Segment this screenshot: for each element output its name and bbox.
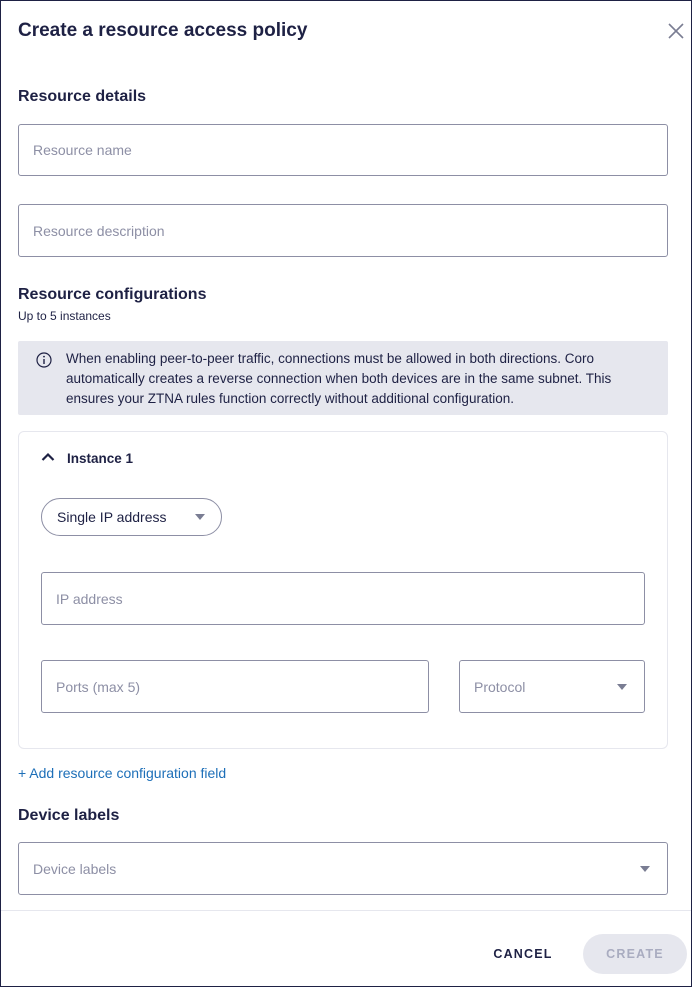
- protocol-select[interactable]: [459, 660, 645, 713]
- chevron-down-icon: [617, 684, 627, 690]
- device-labels-placeholder: Device labels: [33, 860, 117, 877]
- footer-divider: [1, 910, 691, 911]
- resource-name-input[interactable]: [19, 125, 667, 175]
- chevron-up-icon: [41, 449, 55, 467]
- close-icon[interactable]: [666, 21, 686, 41]
- dialog-title: Create a resource access policy: [18, 20, 308, 41]
- resource-name-field[interactable]: [18, 124, 668, 176]
- ip-type-select[interactable]: [41, 498, 222, 536]
- protocol-placeholder: Protocol: [474, 678, 526, 695]
- add-resource-configuration-link[interactable]: + Add resource configuration field: [18, 765, 227, 781]
- resource-configurations-heading: Resource configurations: [18, 286, 207, 303]
- ip-address-input[interactable]: [42, 573, 644, 624]
- cancel-button[interactable]: CANCEL: [493, 947, 553, 961]
- instance-label: Instance 1: [67, 450, 134, 466]
- device-labels-heading: Device labels: [18, 807, 120, 824]
- info-text: When enabling peer-to-peer traffic, connections must be allowed in both directions. Coro automatically creates a reverse connection when both devices are in the same subnet. This ensures your ZTNA rules function correctly without additional configuration.: [66, 351, 612, 406]
- resource-configurations-subtitle: Up to 5 instances: [18, 309, 111, 323]
- device-labels-select[interactable]: [18, 842, 668, 895]
- resource-description-field[interactable]: [18, 204, 668, 257]
- info-banner: [18, 341, 668, 415]
- ip-address-field[interactable]: [41, 572, 645, 625]
- ports-field[interactable]: [41, 660, 429, 713]
- ports-input[interactable]: [42, 661, 428, 712]
- instance-card: [18, 431, 668, 749]
- instance-toggle[interactable]: [41, 448, 133, 468]
- info-icon: [36, 352, 52, 368]
- chevron-down-icon: [195, 514, 205, 520]
- ip-type-value: Single IP address: [57, 509, 167, 525]
- chevron-down-icon: [640, 866, 650, 872]
- create-button[interactable]: CREATE: [583, 934, 687, 974]
- resource-details-heading: Resource details: [18, 88, 147, 105]
- resource-description-input[interactable]: [19, 205, 667, 256]
